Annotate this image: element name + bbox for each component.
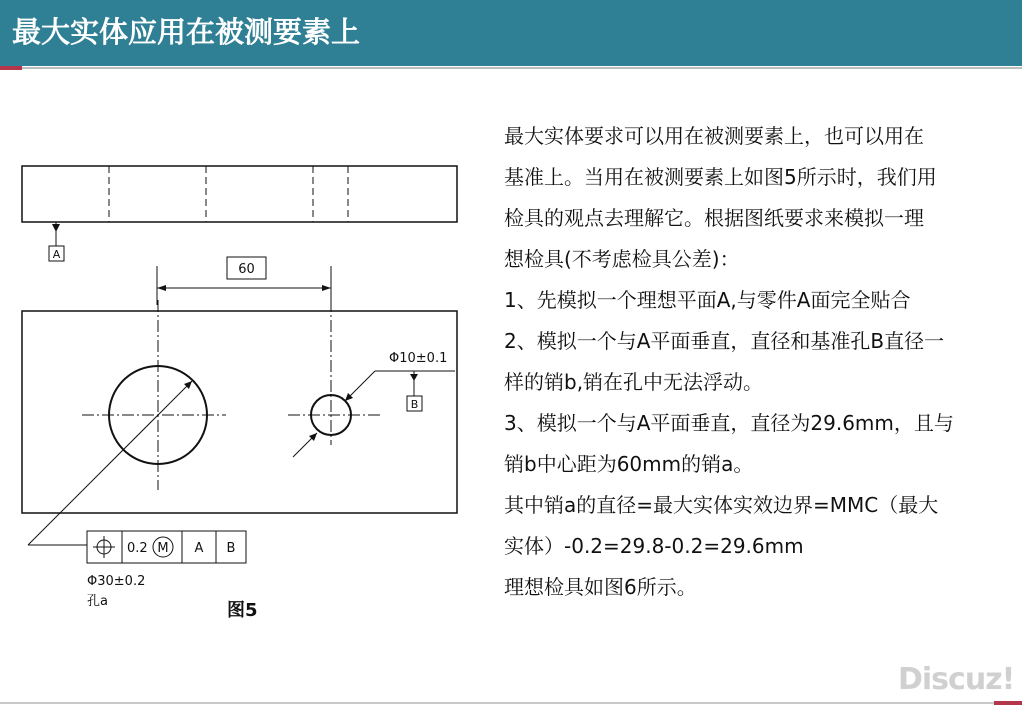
fcf-tolerance: 0.2: [127, 541, 148, 556]
text-line: 想检具(不考虑检具公差)：: [504, 247, 740, 271]
hole-a: [82, 300, 226, 490]
watermark-logo: Discuz!: [898, 662, 1015, 697]
part-top-view: [22, 166, 457, 222]
text-line: 2、模拟一个与A平面垂直，直径和基准孔B直径一: [504, 329, 945, 353]
text-line: 1、先模拟一个理想平面A,与零件A面完全贴合: [504, 288, 911, 312]
text-line: 样的销b,销在孔中无法浮动。: [504, 370, 764, 394]
explanation-text: [504, 116, 1009, 608]
text-line: 销b中心距为60mm的销a。: [504, 452, 754, 476]
datum-b-label: B: [410, 398, 419, 411]
text-line: 其中销a的直径=最大实体实效边界=MMC（最大: [504, 493, 939, 517]
text-line: 理想检具如图6所示。: [504, 575, 697, 599]
footer-accent-mark: [994, 701, 1022, 705]
engineering-drawing: [0, 150, 480, 620]
hole-b-callout: [293, 351, 455, 457]
feature-control-frame: [87, 531, 246, 563]
hole-b-size: Φ10±0.1: [389, 351, 448, 366]
figure-caption: 图5: [227, 600, 258, 621]
fcf-modifier: M: [157, 541, 169, 556]
title-bar: [0, 0, 1022, 66]
slide-title: 最大实体应用在被测要素上: [12, 15, 361, 49]
fcf-datum-b: B: [226, 541, 236, 556]
dimension-60: [157, 257, 331, 305]
text-line: 3、模拟一个与A平面垂直，直径为29.6mm，且与: [504, 411, 954, 435]
hole-b: [288, 300, 380, 445]
text-line: 基准上。当用在被测要素上如图5所示时，我们用: [504, 165, 937, 189]
text-line: 最大实体要求可以用在被测要素上，也可以用在: [504, 124, 924, 148]
text-line: 实体）-0.2=29.8-0.2=29.6mm: [504, 534, 804, 558]
hole-a-size: Φ30±0.2: [87, 574, 146, 589]
footer-divider: [0, 702, 1022, 704]
text-line: 检具的观点去理解它。根据图纸要求来模拟一理: [504, 206, 924, 230]
dimension-60-value: 60: [238, 262, 255, 277]
hole-a-label: 孔a: [87, 594, 108, 609]
datum-a-symbol: [49, 222, 64, 261]
fcf-datum-a: A: [194, 541, 204, 556]
top-view-hidden-lines: [109, 166, 348, 222]
header-accent-mark: [0, 66, 22, 70]
datum-a-label: A: [52, 248, 61, 261]
header-divider: [22, 67, 1022, 69]
part-front-view: [22, 311, 457, 513]
